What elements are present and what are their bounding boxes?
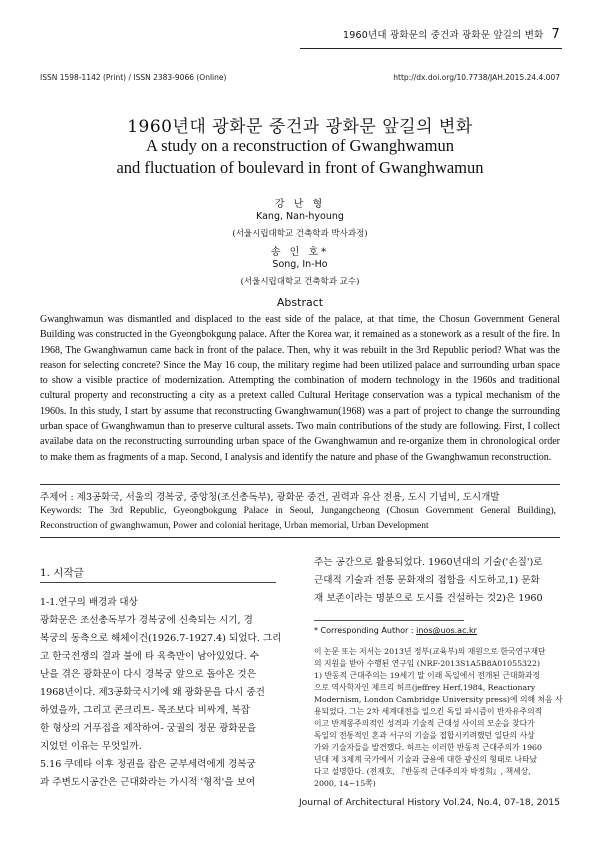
footnote-line: 1) 반동적 근대주의는 19세기 말 이래 독일에서 전개된 근대화과정 (314, 671, 541, 680)
footnote-line: 년대 제 3제계 국가에서 기술과 급용에 대한 광신의 형태로 나타났 (314, 755, 538, 764)
footnote-rule (314, 620, 464, 621)
body-line: 주는 공간으로 활용되었다. 1960년대의 기술('손질')로 (314, 557, 543, 568)
section-heading: 1. 시작글 (40, 567, 84, 579)
doi-link[interactable]: http://dx.doi.org/10.7738/JAH.2015.24.4.007 (393, 73, 560, 82)
title-korean: 1960년대 광화문 중건과 광화문 앞길의 변화 (127, 117, 473, 137)
footnote-line: 다고 설명한다. (전재호, 『반동적 근대주의자 박정희』, 책세상, (314, 767, 531, 776)
body-line: 재 보존이라는 명분으로 도시를 건설하는 것2)은 1960 (314, 593, 543, 604)
running-title: 1960년대 광화문의 중건과 광화문 앞길의 변화 (343, 30, 544, 41)
author-2-english-name: Song, In-Ho (272, 259, 328, 270)
page-number: 7 (551, 27, 560, 42)
footnotes (314, 646, 564, 794)
corresponding-author-email[interactable]: inos@uos.ac.kr (416, 626, 477, 635)
header-rule (300, 48, 562, 49)
keywords-korean: 주제어 : 제3공화국, 서울의 경복궁, 중앙청(조선총독부), 광화문 중건, 권력과 유산 전용, 도시 기념비, 도시개발 (40, 492, 500, 503)
body-line: 과 주변도시공간은 근대화라는 가시적 '형적'을 보여 (40, 777, 256, 788)
title-english-line-2: and fluctuation of boulevard in front of Gwanghwamun (116, 158, 484, 177)
abstract-body: Gwanghwamun was dismantled and displaced to the east side of the palace, at that time, the Chosun Government General Building was constructed in the Gyeongbokgung palace. After the Korea war, it remained as a stonework as a result of the fire. In 1968, The Gwanghwamun came back in front of the palace. Then, why it was rebuilt in the 3rd Republic period? What was the reason for selecting concrete? Since the May 16 coup, the military regime had been utilized palace and surrounding urban space to show a visible practice of modernization. Attempting the combination of modern technology in the 1960s and traditional cultural property and reconstructing a city as a pretext called Cultural Heritage conservation was a typical mechanism of the 1960s. In this study, I start by assume that reconstructing Gwanghwamun(1968) was a part of project to change the surrounding urban space of Gwanghwamun than to preserve cultural assets. Two main contributions of the study are following. First, I collect availabe data on the reconstructing surrounding urban space of the Gwanghwamun and re-organize them in chronological order to make them as fragments of a map. Second, I analysis and identify the nature and phase of the Gwanghwamun reconstruction. (40, 314, 560, 463)
title-english-line-1: A study on a reconstruction of Gwanghwamun (146, 136, 454, 155)
footnote-line: 이고 반계몽주의적인 성격과 기술적 근대성 사이의 모순을 찾다가 (314, 719, 535, 728)
footnote-line: 이 논문 또는 저서는 2013년 정부(교육부)의 재원으로 한국연구재단 (314, 647, 546, 656)
footnote-line: 의 지원을 받아 수행된 연구임 (NRF-2013S1A5B8A01055322) (314, 659, 540, 668)
body-line: 한 형상의 거푸집을 제작하여- 궁궐의 정문 광화문을 (40, 723, 257, 734)
author-1-korean-name: 강 난 형 (274, 199, 326, 210)
keywords-english: Keywords: The 3rd Republic, Gyeongbokgung Palace in Seoul, Jungangcheong (Chosun Government General Building), Reconstruction of gwanghwamun, Power and colonial heritage, Urban memorial, Urban Development (40, 506, 556, 531)
body-line: 광화문은 조선총독부가 경복궁에 신축되는 시기, 경 (40, 615, 253, 626)
author-1-affiliation: (서울시립대학교 건축학과 박사과정) (232, 229, 368, 239)
running-head (343, 27, 560, 42)
body-line: 5.16 쿠데타 이후 정권을 잡은 군부세력에게 경복궁 (40, 759, 256, 770)
body-line: 복궁의 동측으로 해체이건(1926.7-1927.4) 되었다. 그리 (40, 633, 282, 644)
corresponding-author (314, 626, 477, 635)
subsection-heading: 1-1.연구의 배경과 대상 (40, 597, 138, 608)
footnote-line: Modernism, London Cambridge University press)에 의해 처음 사 (314, 695, 563, 704)
footnote-line: 용되었다. 그는 2차 세계대전을 일으킨 독일 파시즘이 반자유주의적 (314, 707, 543, 716)
body-line: 난을 겪은 광화문이 다시 경복궁 앞으로 돌아온 것은 (40, 669, 256, 680)
footnote-line: 2000, 14~15쪽) (314, 779, 376, 788)
corresponding-author-label: * Corresponding Author : (314, 626, 414, 635)
footnote-line: 가와 기술자들을 발견했다. 허프는 이러한 반동적 근대주의가 1960 (314, 743, 542, 752)
body-line: 지었던 이유는 무엇일까. (40, 741, 142, 752)
right-column-body (314, 554, 562, 614)
author-1-english-name: Kang, Nan-hyoung (256, 211, 344, 222)
left-column-body (40, 612, 280, 792)
issn: ISSN 1598-1142 (Print) / ISSN 2383-9066 (Online) (40, 73, 227, 82)
body-line: 1968년이다. 제3공화국시기에 왜 광화문을 다시 중건 (40, 687, 265, 698)
author-2-korean-name: 송 인 호* (270, 247, 330, 258)
section-rule (40, 582, 276, 583)
keywords-box (40, 484, 560, 538)
body-line: 하였을까, 그리고 콘크리트- 목조보다 비싸게, 복잡 (40, 705, 250, 716)
body-line: 고 한국전쟁의 결과 불에 타 육축만이 남아있었다. 수 (40, 651, 260, 662)
abstract-heading: Abstract (276, 296, 324, 309)
footnote-line: 독일의 전통적인 혼과 서구의 기술을 접합시키려했던 일단의 사상 (314, 731, 535, 740)
journal-footer: Journal of Architectural History Vol.24, No.4, 07-18, 2015 (298, 797, 560, 808)
footnote-line: 으로 역사학자인 제프리 허프(jeffrey Herf,1984, Reactionary (314, 683, 536, 692)
author-2-affiliation: (서울시립대학교 건축학과 교수) (240, 277, 360, 287)
body-line: 근대적 기술과 전통 문화재의 접합을 시도하고,1) 문화 (314, 575, 540, 586)
